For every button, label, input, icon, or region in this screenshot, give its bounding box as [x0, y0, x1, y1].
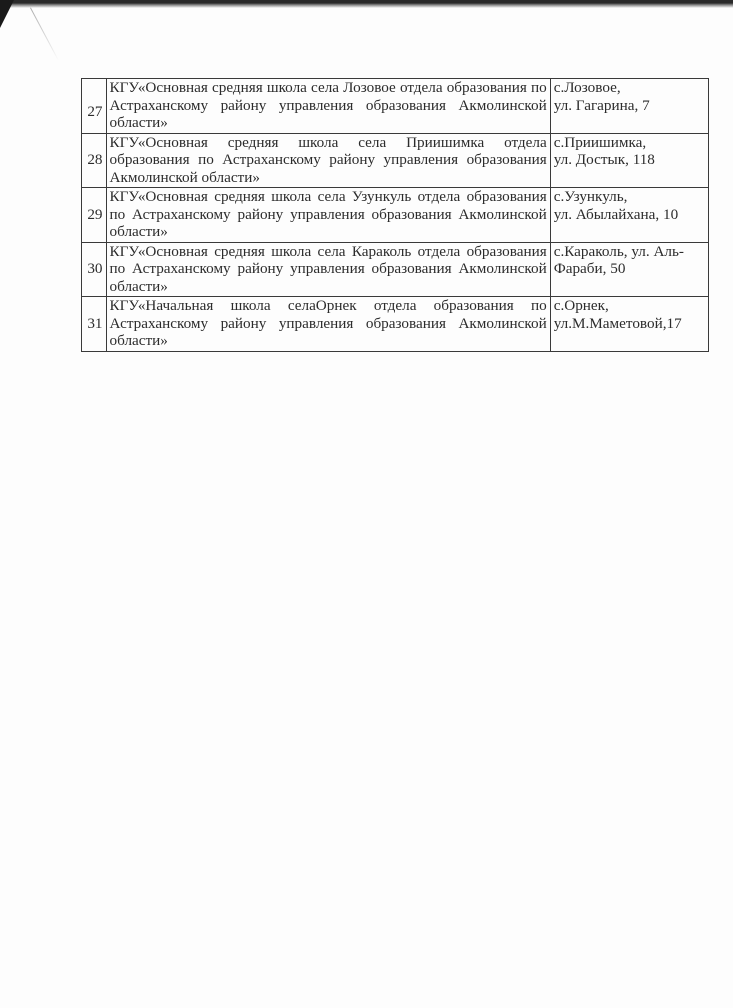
school-address	[550, 297, 708, 352]
table-row	[82, 188, 709, 243]
row-number: 27	[82, 79, 107, 134]
address-line: с.Караколь, ул. Аль-	[553, 242, 684, 260]
school-name-text: КГУ«Основная средняя школа села Приишимка отдела образования по Астраханскому району управления образования Акмолинской области»	[109, 133, 547, 186]
school-address	[550, 242, 708, 297]
school-name-text: КГУ«Начальная школа селаОрнек отдела образования по Астраханскому району управления образования Акмолинской области»	[109, 297, 547, 349]
address-line: с.Узункуль,	[553, 188, 628, 205]
row-number: 29	[82, 188, 107, 243]
school-name	[106, 242, 550, 297]
school-address	[550, 188, 708, 243]
row-number: 28	[82, 133, 107, 188]
table-row	[82, 79, 709, 134]
school-address	[550, 133, 708, 188]
school-name	[106, 297, 550, 352]
school-name	[106, 79, 550, 134]
school-name-text: КГУ«Основная средняя школа села Лозовое отдела образования по Астраханскому району управления образования Акмолинской области»	[109, 79, 547, 131]
table-row	[82, 133, 709, 188]
school-name	[106, 133, 550, 188]
row-number: 31	[82, 297, 107, 352]
scan-top-edge	[0, 0, 733, 8]
table-row	[82, 242, 709, 297]
school-name-text: КГУ«Основная средняя школа села Караколь отдела образования по Астраханскому району управления образования Акмолинской области»	[109, 242, 547, 295]
address-line: с.Приишимка,	[553, 133, 647, 151]
school-address	[550, 79, 708, 134]
row-number: 30	[82, 242, 107, 297]
address-line: с.Орнек,	[553, 297, 609, 314]
table-row	[82, 297, 709, 352]
school-name	[106, 188, 550, 243]
address-line: ул.М.Маметовой,17	[553, 314, 682, 332]
address-line: с.Лозовое,	[553, 79, 621, 96]
scan-corner-shadow	[0, 0, 14, 28]
address-line: ул. Абылайхана, 10	[553, 205, 679, 223]
school-name-text: КГУ«Основная средняя школа села Узункуль отдела образования по Астраханскому району управления образования Акмолинской области»	[109, 188, 547, 240]
address-line: Фараби, 50	[553, 260, 626, 277]
address-line: ул. Достык, 118	[553, 151, 655, 168]
address-line: ул. Гагарина, 7	[553, 96, 650, 114]
schools-table	[81, 78, 709, 352]
